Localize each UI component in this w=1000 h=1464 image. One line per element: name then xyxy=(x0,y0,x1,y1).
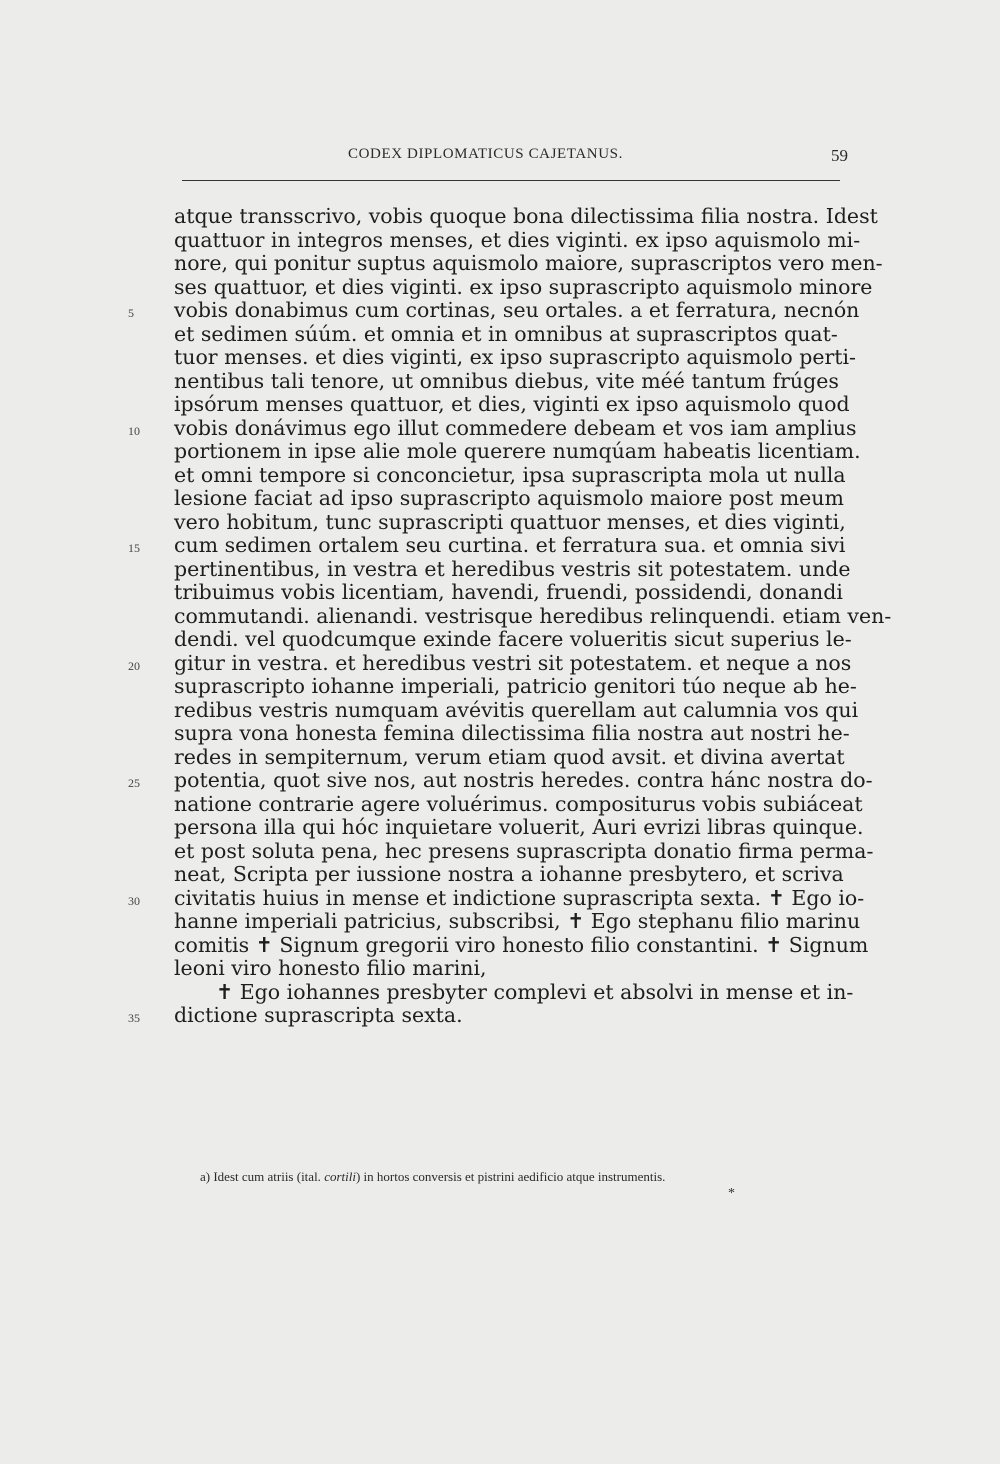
document-body xyxy=(0,205,1000,1028)
footnote-prefix: a) Idest cum atriis (ital. xyxy=(200,1169,325,1184)
line-text: commutandi. alienandi. vestrisque heredibus relinquendi. etiam ven- xyxy=(174,603,892,628)
text-line xyxy=(0,957,1000,981)
line-text: atque transscrivo, vobis quoque bona dilectissima filia nostra. Idest xyxy=(174,204,878,228)
line-text: nore, qui ponitur suptus aquismolo maiore, suprascriptos vero men- xyxy=(174,251,883,275)
text-line xyxy=(0,652,1000,676)
line-text: et omni tempore si conconcietur, ipsa suprascripta mola ut nulla xyxy=(174,462,846,487)
line-text: leoni viro honesto filio marini, xyxy=(174,956,487,980)
text-line xyxy=(0,229,1000,253)
line-text: vobis donabimus cum cortinas, seu ortales. a et ferratura, necnón xyxy=(174,298,860,322)
line-text: quattuor in integros menses, et dies viginti. ex ipso aquismolo mi- xyxy=(174,227,861,252)
text-line xyxy=(0,887,1000,911)
line-number: 35 xyxy=(128,1011,140,1025)
line-text: dendi. vel quodcumque exinde facere volueritis sicut superius le- xyxy=(174,627,852,651)
text-line xyxy=(0,699,1000,723)
line-text: gitur in vestra. et heredibus vestri sit potestatem. et neque a nos xyxy=(174,650,852,675)
line-number: 25 xyxy=(128,776,140,790)
line-number: 5 xyxy=(128,306,134,320)
text-line xyxy=(0,464,1000,488)
line-number: 10 xyxy=(128,423,140,438)
line-number: 30 xyxy=(128,893,140,908)
line-text: ipsórum menses quattuor, et dies, viginti ex ipso aquismolo quod xyxy=(174,392,850,416)
line-text: comitis ✝ Signum gregorii viro honesto filio constantini. ✝ Signum xyxy=(174,932,869,957)
line-text: lesione faciat ad ipso suprascripto aquismolo maiore post meum xyxy=(174,486,844,510)
line-text: portionem in ipse alie mole querere numqúam habeatis licentiam. xyxy=(174,439,861,463)
line-number: 20 xyxy=(128,658,140,673)
text-line xyxy=(0,534,1000,558)
line-text: et post soluta pena, hec presens suprascripta donatio firma perma- xyxy=(174,838,874,863)
line-text: natione contrarie agere voluérimus. compositurus vobis subiáceat xyxy=(174,791,863,816)
text-line xyxy=(0,628,1000,652)
text-line xyxy=(0,863,1000,887)
line-text: potentia, quot sive nos, aut nostris heredes. contra hánc nostra do- xyxy=(174,768,873,792)
page-number: 59 xyxy=(831,146,848,165)
text-line xyxy=(0,816,1000,840)
text-line xyxy=(0,511,1000,535)
asterisk-mark: * xyxy=(728,1186,735,1201)
footnote-suffix: ) in hortos conversis et pistrini aedificio atque instrumentis. xyxy=(355,1169,666,1184)
text-line xyxy=(0,910,1000,934)
header-title: CODEX DIPLOMATICUS CAJETANUS. xyxy=(348,146,623,162)
text-line xyxy=(0,581,1000,605)
running-header xyxy=(172,146,848,170)
text-line xyxy=(0,487,1000,511)
line-text: neat, Scripta per iussione nostra a iohanne presbytero, et scriva xyxy=(174,862,844,886)
line-text: suprascripto iohanne imperiali, patricio genitori túo neque ab he- xyxy=(174,674,857,698)
text-line xyxy=(0,440,1000,464)
line-text: ses quattuor, et dies viginti. ex ipso suprascripto aquismolo minore xyxy=(174,274,873,299)
line-text: supra vona honesta femina dilectissima filia nostra aut nostri he- xyxy=(174,721,850,745)
text-line xyxy=(0,934,1000,958)
text-line xyxy=(0,252,1000,276)
line-text: nentibus tali tenore, ut omnibus diebus, vite méé tantum frúges xyxy=(174,368,839,393)
line-text: tribuimus vobis licentiam, havendi, fruendi, possidendi, donandi xyxy=(174,580,843,604)
text-line xyxy=(0,323,1000,347)
line-text: persona illa qui hóc inquietare voluerit, Auri evrizi libras quinque. xyxy=(174,815,864,839)
text-line xyxy=(0,276,1000,300)
text-line xyxy=(0,299,1000,323)
header-rule xyxy=(182,180,840,181)
text-line xyxy=(0,417,1000,441)
line-number: 15 xyxy=(128,541,140,555)
line-text: tuor menses. et dies viginti, ex ipso suprascripto aquismolo perti- xyxy=(174,345,856,369)
footnote xyxy=(200,1169,800,1185)
text-line xyxy=(0,205,1000,229)
text-line xyxy=(0,605,1000,629)
line-text: et sedimen súúm. et omnia et in omnibus at suprascriptos quat- xyxy=(174,321,838,346)
line-text: redibus vestris numquam avévitis querellam aut calumnia vos qui xyxy=(174,697,859,722)
line-text: redes in sempiternum, verum etiam quod avsit. et divina avertat xyxy=(174,744,845,769)
line-text: hanne imperiali patricius, subscribsi, ✝ Ego stephanu filio marinu xyxy=(174,909,861,933)
text-line xyxy=(0,675,1000,699)
text-line xyxy=(0,393,1000,417)
text-line xyxy=(0,722,1000,746)
line-text: vero hobitum, tunc suprascripti quattuor menses, et dies viginti, xyxy=(174,509,846,534)
line-text: cum sedimen ortalem seu curtina. et ferratura sua. et omnia sivi xyxy=(174,533,846,557)
line-text: pertinentibus, in vestra et heredibus vestris sit potestatem. unde xyxy=(174,556,851,581)
text-line xyxy=(0,1004,1000,1028)
text-line xyxy=(0,769,1000,793)
line-text: ✝ Ego iohannes presbyter complevi et absolvi in mense et in- xyxy=(216,979,854,1004)
text-line xyxy=(0,840,1000,864)
text-line xyxy=(0,981,1000,1005)
text-line xyxy=(0,370,1000,394)
text-line xyxy=(0,793,1000,817)
text-line xyxy=(0,746,1000,770)
footnote-italic: cortili xyxy=(324,1169,356,1184)
text-line xyxy=(0,346,1000,370)
line-text: vobis donávimus ego illut commedere debeam et vos iam amplius xyxy=(174,415,857,440)
line-text: dictione suprascripta sexta. xyxy=(174,1003,463,1027)
line-text: civitatis huius in mense et indictione suprascripta sexta. ✝ Ego io- xyxy=(174,885,865,910)
text-line xyxy=(0,558,1000,582)
